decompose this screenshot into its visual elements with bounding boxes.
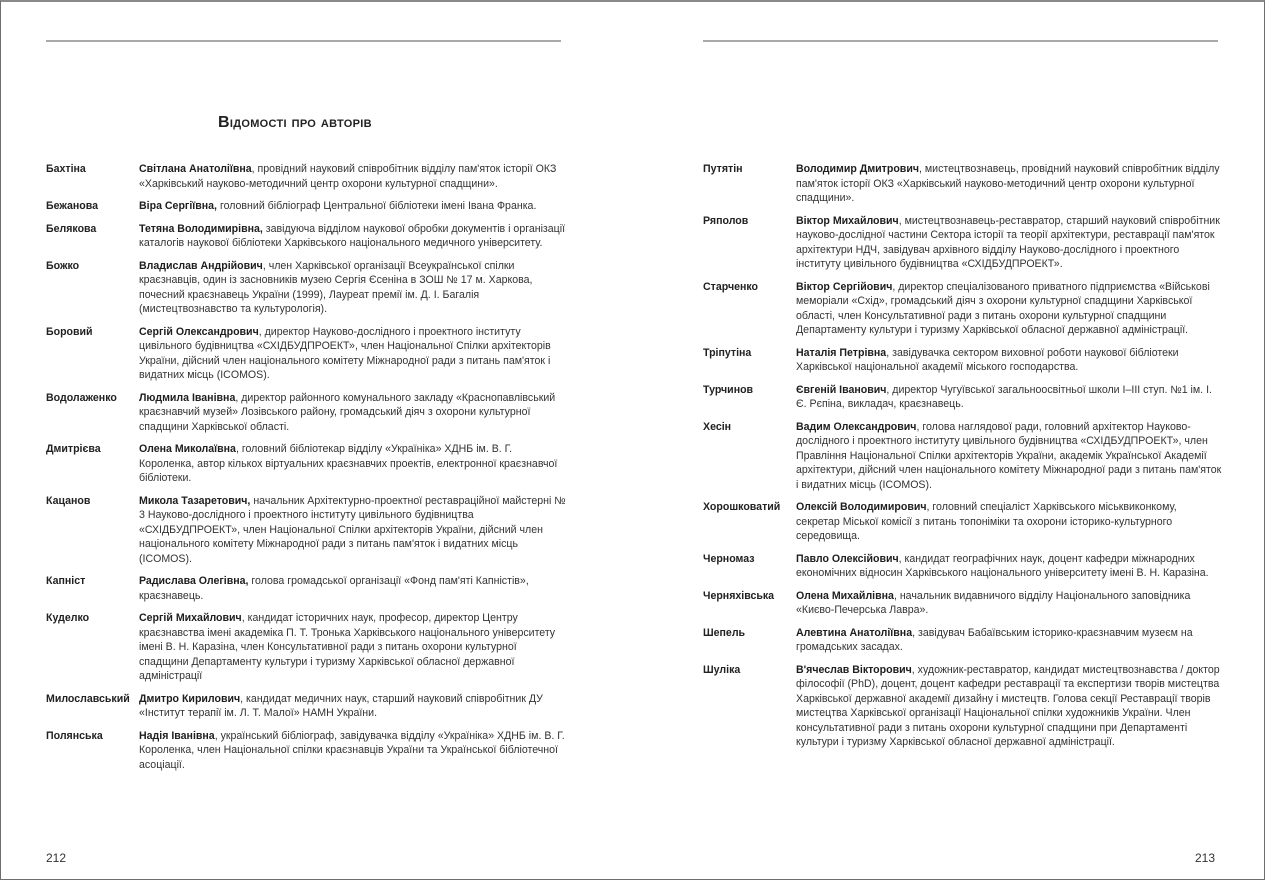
author-entry <box>46 391 566 435</box>
author-bio <box>139 729 566 773</box>
author-list <box>46 162 566 780</box>
author-entry <box>46 325 566 383</box>
author-full-name: Віктор Михайлович <box>796 214 899 227</box>
author-bio <box>796 552 1223 581</box>
author-surname: Милославський <box>46 692 130 705</box>
author-full-name: Світлана Анатоліївна <box>139 163 252 175</box>
author-bio <box>139 494 566 567</box>
author-surname: Черномаз <box>703 552 755 565</box>
author-full-name: В'ячеслав Вікторович <box>796 663 912 676</box>
author-description: , кандидат історичних наук, професор, директор Центру краєзнавства імені академіка П. Т. Тронька Харківського національного університету імені В. Н. Каразіна, член Консультативної ради з питань охорони культурної спадщини Департаменту культури і туризму Харківської обласної державної адміністрації <box>139 612 556 682</box>
author-description: , український бібліограф, завідувачка відділу «Україніка» ХДНБ ім. В. Г. Короленка, член Національної спілки краєзнавців України та Української бібліотечної асоціації. <box>139 729 565 771</box>
author-surname: Боровий <box>46 325 93 338</box>
author-surname: Дмитрієва <box>46 443 101 455</box>
author-full-name: Микола Тазаретович, <box>139 494 251 507</box>
author-entry <box>703 162 1223 206</box>
author-description: , художник-реставратор, кандидат мистецтвознавства / доктор філософії (PhD), доцент, доцент кафедри реставрації та експертизи творів мистецтва Харківської державної академії дизайну і мистецтв. Голова секції Реставрації творів мистецтва Харківської організації Національної спілки художників України. Член консультативної ради з питань охорони культурної спадщини при Департаменті культури і туризму Харківської обласної державної адміністрації. <box>796 663 1220 748</box>
author-entry <box>703 280 1223 338</box>
author-entry <box>703 589 1223 618</box>
author-bio <box>139 222 566 251</box>
author-surname: Капніст <box>46 575 86 587</box>
author-bio <box>796 346 1223 375</box>
author-entry <box>46 494 566 567</box>
author-full-name: Олексій Володимирович <box>796 501 927 513</box>
author-bio <box>796 420 1223 493</box>
author-description: , головний бібліотекар відділу «Україніка» ХДНБ ім. В. Г. Короленка, автор кількох віртуальних краєзнавчих проектів, електронної краєзнавчої бібліотеки. <box>139 443 558 484</box>
page-number: 213 <box>1195 851 1216 865</box>
author-bio <box>796 626 1223 655</box>
author-surname: Хесін <box>703 420 732 433</box>
author-surname: Хорошковатий <box>703 501 781 513</box>
author-bio <box>796 214 1223 272</box>
author-full-name: Владислав Андрійович <box>139 259 263 272</box>
author-surname: Водолаженко <box>46 391 117 404</box>
author-description: , кандидат медичних наук, старший науковий співробітник ДУ «Інститут терапії ім. Л. Т. Малої» НАМН України. <box>139 692 543 719</box>
author-bio <box>139 259 566 317</box>
author-description: , директор Науково-дослідного і проектного інституту цивільного будівництва «СХІДБУДПРОЕКТ», член Національної Спілки архітекторів України, дійсний член національного комітету Міжнародної ради з питань пам'яток і видатних місць (ICOMOS). <box>139 325 551 381</box>
author-entry <box>46 692 566 721</box>
author-bio <box>139 574 566 603</box>
author-description: , директор районного комунального закладу «Краснопавлівський краєзнавчий музей» Лозівського району, громадський діяч з охорони культурної спадщини Харківської області. <box>139 391 556 433</box>
author-description: завідуюча відділом наукової обробки документів і організації каталогів наукової бібліотеки Харківського національного медичного університету. <box>139 222 566 249</box>
author-description: , кандидат географічних наук, доцент кафедри міжнародних економічних відносин Харківського національного університету імені В. Н. Каразіна. <box>796 552 1209 579</box>
author-entry <box>703 663 1223 750</box>
author-bio <box>796 280 1223 338</box>
author-full-name: Алевтина Анатоліївна <box>796 626 913 639</box>
author-surname: Белякова <box>46 222 97 235</box>
author-description: , директор Чугуївської загальноосвітньої школи I–III ступ. №1 ім. І. Є. Рєпіна, викладач, краєзнавець. <box>796 383 1212 410</box>
author-bio <box>796 383 1223 412</box>
author-entry <box>703 626 1223 655</box>
author-description: голова громадської організації «Фонд пам'яті Капністів», краєзнавець. <box>139 575 529 602</box>
author-description: начальник Архітектурно-проектної реставраційної майстерні № 3 Науково-дослідного і проектного інституту цивільного будівництва «СХІДБУДПРОЕКТ», член Національної Спілки архітекторів України, дійсний член національного комітету Міжнародної ради з питань пам'яток і видатних місць (ICOMOS). <box>139 494 566 565</box>
author-full-name: Олена Миколаївна <box>139 443 236 455</box>
author-surname: Шепель <box>703 626 746 639</box>
author-entry <box>46 199 566 214</box>
author-description: , завідувачка сектором виховної роботи наукової бібліотеки Харківської національної академії міського господарства. <box>796 346 1179 373</box>
author-full-name: Віра Сергіївна, <box>139 200 217 212</box>
author-surname: Тріпутіна <box>703 346 752 359</box>
author-entry <box>703 214 1223 272</box>
author-bio <box>796 589 1223 618</box>
author-description: , мистецтвознавець-реставратор, старший науковий співробітник науково-дослідної частини Сектора історії та теорії архітектури, реставрації пам'яток архітектури НДЧ, завідувач архівного відділу Науково-дослідного і проектного інституту цивільного будівництва «СХІДБУДПРОЕКТ». <box>796 214 1220 270</box>
author-bio <box>139 162 566 191</box>
author-entry <box>46 162 566 191</box>
author-list <box>703 162 1223 758</box>
author-entry <box>46 611 566 684</box>
author-description: , член Харківської організації Всеукраїнської спілки краєзнавців, один із засновників музею Сергія Єсеніна в ЗОШ № 17 м. Харкова, почесний краєзнавець України (1999), Лауреат премії ім. Д. І. Багалія (мистецтвознавство та культурологія). <box>139 259 533 315</box>
author-entry <box>703 552 1223 581</box>
author-full-name: Дмитро Кирилович <box>139 692 241 705</box>
author-entry <box>46 574 566 603</box>
author-entry <box>703 500 1223 544</box>
page-number: 212 <box>46 851 67 865</box>
author-surname: Турчинов <box>703 383 754 396</box>
author-bio <box>139 611 566 684</box>
author-bio <box>139 391 566 435</box>
author-bio <box>139 692 566 721</box>
author-surname: Черняхівська <box>703 589 775 602</box>
right-page <box>633 0 1267 882</box>
author-surname: Божко <box>46 259 80 272</box>
author-entry <box>703 383 1223 412</box>
author-bio <box>796 500 1223 544</box>
author-full-name: Наталія Петрівна <box>796 346 887 359</box>
author-full-name: Олена Михайлівна <box>796 589 894 602</box>
author-entry <box>703 346 1223 375</box>
author-entry <box>46 259 566 317</box>
author-full-name: Радислава Олегівна, <box>139 575 249 587</box>
author-full-name: Павло Олексійович <box>796 552 899 565</box>
author-entry <box>703 420 1223 493</box>
author-bio <box>139 199 566 214</box>
author-surname: Ряполов <box>703 214 749 227</box>
author-bio <box>796 162 1223 206</box>
header-rule <box>703 40 1218 42</box>
author-full-name: Сергій Михайлович <box>139 612 242 624</box>
author-description: , завідувач Бабаївським історико-краєзнавчим музеєм на громадських засадах. <box>796 626 1193 653</box>
author-description: головний бібліограф Центральної бібліотеки імені Івана Франка. <box>217 200 537 212</box>
author-full-name: Надія Іванівна <box>139 729 215 742</box>
author-full-name: Людмила Іванівна <box>139 391 236 404</box>
author-full-name: Євгеній Іванович <box>796 383 887 396</box>
author-surname: Куделко <box>46 612 90 624</box>
header-rule <box>46 40 561 42</box>
author-entry <box>46 442 566 486</box>
author-bio <box>139 442 566 486</box>
author-entry <box>46 729 566 773</box>
author-surname: Кацанов <box>46 494 91 507</box>
author-entry <box>46 222 566 251</box>
author-full-name: Тетяна Володимирівна, <box>139 222 263 235</box>
author-description: , директор спеціалізованого приватного підприємства «Військові меморіали «Схід», громадський діяч з охорони культурної спадщини Харківської області, член Консультативної ради з питань охорони культурної спадщини Департаменту культури і туризму Харківської обласної державної адміністрації. <box>796 280 1210 336</box>
author-description: , голова наглядової ради, головний архітектор Науково-дослідного і проектного інституту цивільного будівництва «СХІДБУДПРОЕКТ», член Правління Національної Спілки архітекторів України, академік Української Академії архітектури, дійсний член національного комітету Міжнародної ради з питань пам'яток і видатних місць (ICOMOS). <box>796 420 1222 491</box>
author-surname: Бежанова <box>46 200 99 212</box>
author-surname: Шуліка <box>703 663 741 676</box>
author-surname: Бахтіна <box>46 163 86 175</box>
page-title: Відомості про авторів <box>218 114 372 131</box>
author-surname: Старченко <box>703 280 759 293</box>
author-bio <box>139 325 566 383</box>
author-full-name: Віктор Сергійович <box>796 280 893 293</box>
author-surname: Путятін <box>703 163 743 175</box>
author-description: , провідний науковий співробітник відділу пам'яток історії ОКЗ «Харківський науково-методичний центр охорони культурної спадщини». <box>139 163 557 190</box>
left-page <box>0 0 633 882</box>
author-full-name: Володимир Дмитрович <box>796 163 919 175</box>
author-description: , головний спеціаліст Харківського міськвиконкому, секретар Міської комісії з питань топоніміки та охорони історико-культурного середовища. <box>796 501 1177 542</box>
author-description: , мистецтвознавець, провідний науковий співробітник відділу пам'яток історії ОКЗ «Харківський науково-методичний центр охорони культурної спадщини». <box>796 163 1220 204</box>
author-bio <box>796 663 1223 750</box>
author-description: , начальник видавничого відділу Національного заповідника «Києво-Печерська Лавра». <box>796 589 1191 616</box>
author-full-name: Сергій Олександрович <box>139 325 259 338</box>
author-full-name: Вадим Олександрович <box>796 420 917 433</box>
author-surname: Полянська <box>46 729 103 742</box>
